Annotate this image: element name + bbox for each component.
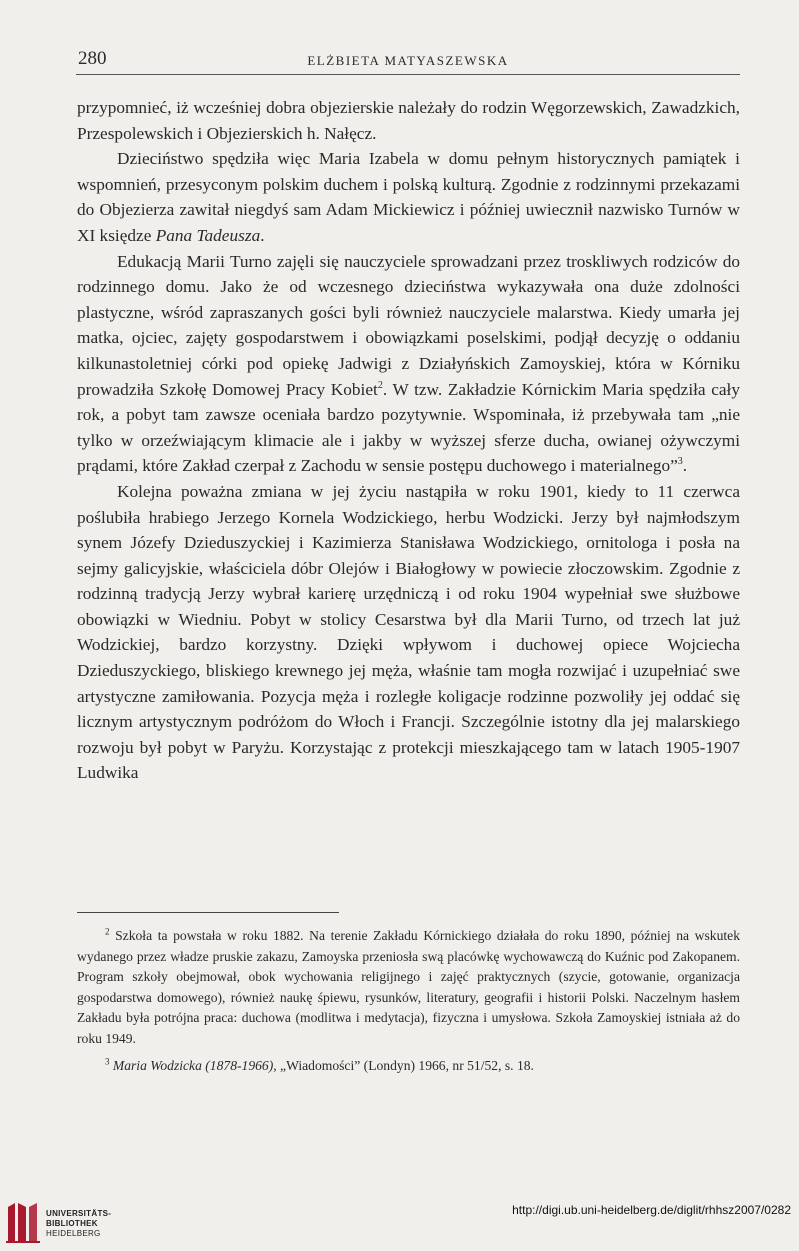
paragraph-4: Kolejna poważna zmiana w jej życiu nastąpiła w roku 1901, kiedy to 11 czerwca poślubiła hrabiego Jerzego Kornela Wodzickiego, herbu Wodzicki. Jerzy był najmłodszym synem Józefy Dzieduszyckiej i Kazimierza Stanisława Wodzickiego, ornitologa i posła na sejmy galicyjskie, właściciela dóbr Olejów i Białogłowy w powiecie złoczowskim. Zgodnie z rodzinną tradycją Jerzy wybrał karierę urzędniczą i od roku 1904 wypełniał swe służbowe obowiązki w Wiedniu. Pobyt w stolicy Cesarstwa był dla Marii Turno, od trzech lat już Wodzickiej, bardzo korzystny. Dzięki wpływom i duchowej opiece Wojciecha Dzieduszyckiego, bliskiego krewnego jej męża, właśnie tam mogła rozwijać i uzupełniać swe artystyczne zamiłowania. Pozycja męża i rozległe koligacje rodzinne pozwoliły jej oddać się licznym artystycznym podróżom do Włoch i Francji. Szczególnie istotny dla jej malarskiego rozwoju był pobyt w Paryżu. Korzystając z protekcji mieszkającego tam w latach 1905-1907 Ludwika xyxy=(77,481,740,783)
book-title-italic: Pana Tadeusza xyxy=(155,225,261,245)
body-text xyxy=(77,95,740,786)
paragraph-3-part-a: Edukacją Marii Turno zajęli się nauczyciele sprowadzani przez troskliwych rodziców do rodzinnego domu. Jako że od wczesnego dzieciństwa wykazywała ona duże zdolności plastyczne, wśród zapraszanych gości byli również nauczyciele malarstwa. Kiedy umarła jej matka, ojciec, zajęty gospodarstwem i obowiązkami poselskimi, podjął decyzję o oddaniu kilkunastoletniej córki pod opiekę Jadwigi z Działyńskich Zamoyskiej, która w Kórniku prowadziła Szkołę Domowej Pracy Kobiet xyxy=(77,251,740,399)
source-url-link[interactable]: http://digi.ub.uni-heidelberg.de/diglit/rhhsz2007/0282 xyxy=(512,1203,791,1217)
paragraph-1: przypomnieć, iż wcześniej dobra objezierskie należały do rodzin Węgorzewskich, Zawadzkich, Przespolewskich i Objezierskich h. Nałęcz. xyxy=(77,98,740,143)
logo-text-line-2: BIBLIOTHEK xyxy=(46,1219,98,1228)
footnote-divider xyxy=(77,912,339,913)
paragraph-3 xyxy=(77,249,740,479)
paragraph-2-end: . xyxy=(260,225,265,245)
logo-text-line-3: HEIDELBERG xyxy=(46,1229,101,1238)
paragraph-3-part-c: . xyxy=(682,456,688,476)
footnote-2 xyxy=(77,926,740,1049)
logo-text-line-1: UNIVERSITÄTS- xyxy=(46,1209,112,1218)
running-head: ELŻBIETA MATYASZEWSKA xyxy=(307,53,509,68)
paragraph-2-text: Dzieciństwo spędziła więc Maria Izabela w domu pełnym historycznych pamiątek i wspomnień, przesyconym polskim duchem i polską kulturą. Zgodnie z rodzinnymi przekazami do Objezierza zawitał niegdyś sam Adam Mickiewicz i później uwiecznił nazwisko Turnów w XI księdze xyxy=(77,149,740,245)
footnote-3-text: , „Wiadomości” (Londyn) 1966, nr 51/52, s. 18. xyxy=(273,1058,534,1073)
footnote-ref-2[interactable]: 2 xyxy=(377,379,383,391)
footnotes xyxy=(77,926,740,1077)
library-logo[interactable] xyxy=(6,1201,126,1245)
footnote-3-title: Maria Wodzicka (1878-1966) xyxy=(109,1058,274,1073)
page-number: 280 xyxy=(78,48,107,69)
footnote-ref-3[interactable]: 3 xyxy=(677,456,683,468)
footnote-3 xyxy=(77,1056,740,1077)
paragraph-2 xyxy=(77,146,740,248)
footnote-2-mark: 2 xyxy=(105,926,110,937)
page-header xyxy=(76,48,740,75)
footnote-2-text: Szkoła ta powstała w roku 1882. Na terenie Zakładu Kórnickiego działała do roku 1890, później na wskutek wydanego przez władze pruskie zakazu, Zamoyska przeniosła swą placówkę wychowawczą do Kuźnic pod Zakopanem. Program szkoły obejmował, obok wychowania religijnego i zajęć praktycznych (szycie, gotowanie, organizacja gospodarstwa domowego), również naukę śpiewu, rysunków, literatury, geografii i historii Polski. Naczelnym hasłem Zakładu była potrójna praca: duchowa (modlitwa i medytacja), fizyczna i umysłowa. Szkoła Zamoyskiej istniała aż do roku 1949. xyxy=(77,928,740,1046)
footnote-3-mark: 3 xyxy=(105,1056,110,1067)
heidelberg-library-icon xyxy=(6,1201,40,1243)
paragraph-3-part-b: . W tzw. Zakładzie Kórnickim Maria spędziła cały rok, a pobyt tam zawsze oceniała bardzo pozytywnie. Wspominała, iż przebywała tam „nie tylko w orzeźwiającym klimacie ale i jakby w wyższej sferze ducha, owianej ożywczymi prądami, które Zakład czerpał z Zachodu w sensie postępu duchowego i materialnego” xyxy=(77,379,740,476)
